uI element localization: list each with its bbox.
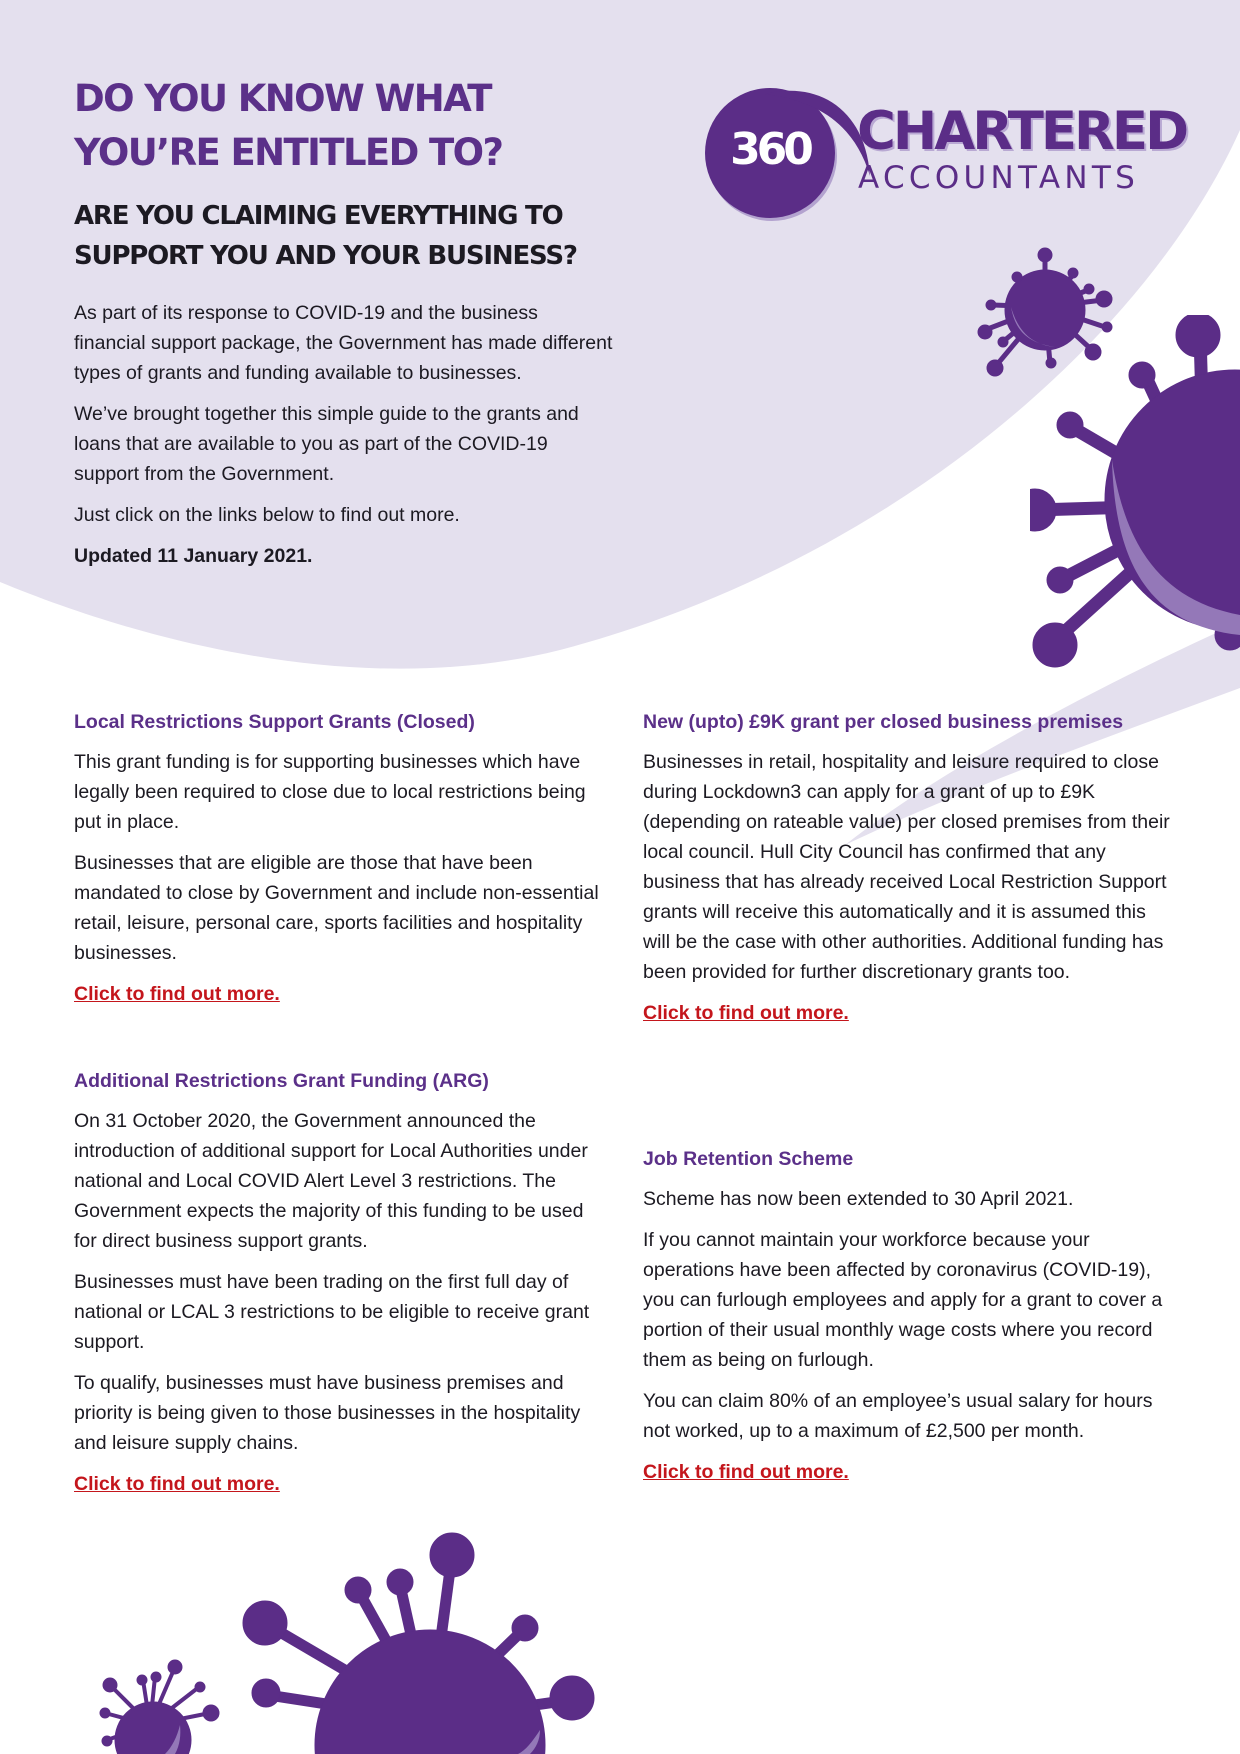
section-paragraph: This grant funding is for supporting businesses which have legally been required to close due to local restrictions being put in place. <box>74 751 586 833</box>
virus-icon-right-large <box>1030 315 1240 670</box>
find-out-more-link[interactable]: Click to find out more. <box>74 983 280 1005</box>
section-heading: Local Restrictions Support Grants (Closed) <box>74 711 475 733</box>
section-paragraph: You can claim 80% of an employee’s usual salary for hours not worked, up to a maximum of £2,500 per month. <box>643 1390 1153 1442</box>
updated-date: Updated 11 January 2021. <box>74 545 313 567</box>
section-paragraph: On 31 October 2020, the Government announced the introduction of additional support for Local Authorities under national and Local COVID Alert Level 3 restrictions. The Government expects the majority of this funding to be used for direct business support grants. <box>74 1110 588 1252</box>
section-heading: Additional Restrictions Grant Funding (ARG) <box>74 1070 489 1092</box>
find-out-more-link[interactable]: Click to find out more. <box>74 1473 280 1495</box>
section-paragraph: Businesses that are eligible are those that have been mandated to close by Government and include non-essential retail, leisure, personal care, sports facilities and hospitality businesses. <box>74 852 599 964</box>
company-logo <box>705 84 1187 220</box>
logo-word-chartered: CHARTERED <box>857 101 1187 162</box>
virus-icon-bottom-small <box>95 1655 235 1754</box>
section-paragraph: If you cannot maintain your workforce because your operations have been affected by coronavirus (COVID-19), you can furlough employees and apply for a grant to cover a portion of their usual monthly wage costs where you record them as being on furlough. <box>643 1229 1163 1371</box>
find-out-more-link[interactable]: Click to find out more. <box>643 1002 849 1024</box>
page-subtitle <box>74 196 634 276</box>
intro-paragraph: We’ve brought together this simple guide to the grants and loans that are available to you as part of the COVID-19 support from the Government. <box>74 403 579 485</box>
subtitle-line-2: SUPPORT YOU AND YOUR BUSINESS? <box>74 241 577 271</box>
page-title <box>74 72 634 180</box>
section-job-retention <box>643 1144 1178 1487</box>
section-paragraph: To qualify, businesses must have business premises and priority is being given to those businesses in the hospitality and leisure supply chains. <box>74 1372 581 1454</box>
virus-icon-bottom-large <box>240 1530 600 1754</box>
intro-paragraph: Just click on the links below to find out more. <box>74 504 460 526</box>
logo-word-accountants: ACCOUNTANTS <box>858 160 1140 196</box>
section-9k-grant <box>643 707 1178 1028</box>
section-paragraph: Businesses must have been trading on the first full day of national or LCAL 3 restrictions to be eligible to receive grant support. <box>74 1271 590 1353</box>
section-paragraph: Scheme has now been extended to 30 April 2021. <box>643 1188 1074 1210</box>
logo-number: 360 <box>730 124 810 175</box>
section-additional-restrictions <box>74 1066 609 1499</box>
section-heading: Job Retention Scheme <box>643 1148 854 1170</box>
title-line-2: YOU’RE ENTITLED TO? <box>74 131 503 174</box>
intro-paragraph: As part of its response to COVID-19 and the business financial support package, the Government has made different types of grants and funding available to businesses. <box>74 302 613 384</box>
section-paragraph: Businesses in retail, hospitality and leisure required to close during Lockdown3 can apply for a grant of up to £9K (depending on rateable value) per closed premises from their local council. Hull City Council has confirmed that any business that has already received Local Restriction Support grants will receive this automatically and it is assumed this will be the case with other authorities. Additional funding has been provided for further discretionary grants too. <box>643 751 1170 983</box>
find-out-more-link[interactable]: Click to find out more. <box>643 1461 849 1483</box>
section-heading: New (upto) £9K grant per closed business premises <box>643 711 1124 733</box>
intro-section <box>74 298 614 582</box>
section-local-restrictions <box>74 707 609 1009</box>
title-line-1: DO YOU KNOW WHAT <box>74 77 491 120</box>
subtitle-line-1: ARE YOU CLAIMING EVERYTHING TO <box>74 201 563 231</box>
